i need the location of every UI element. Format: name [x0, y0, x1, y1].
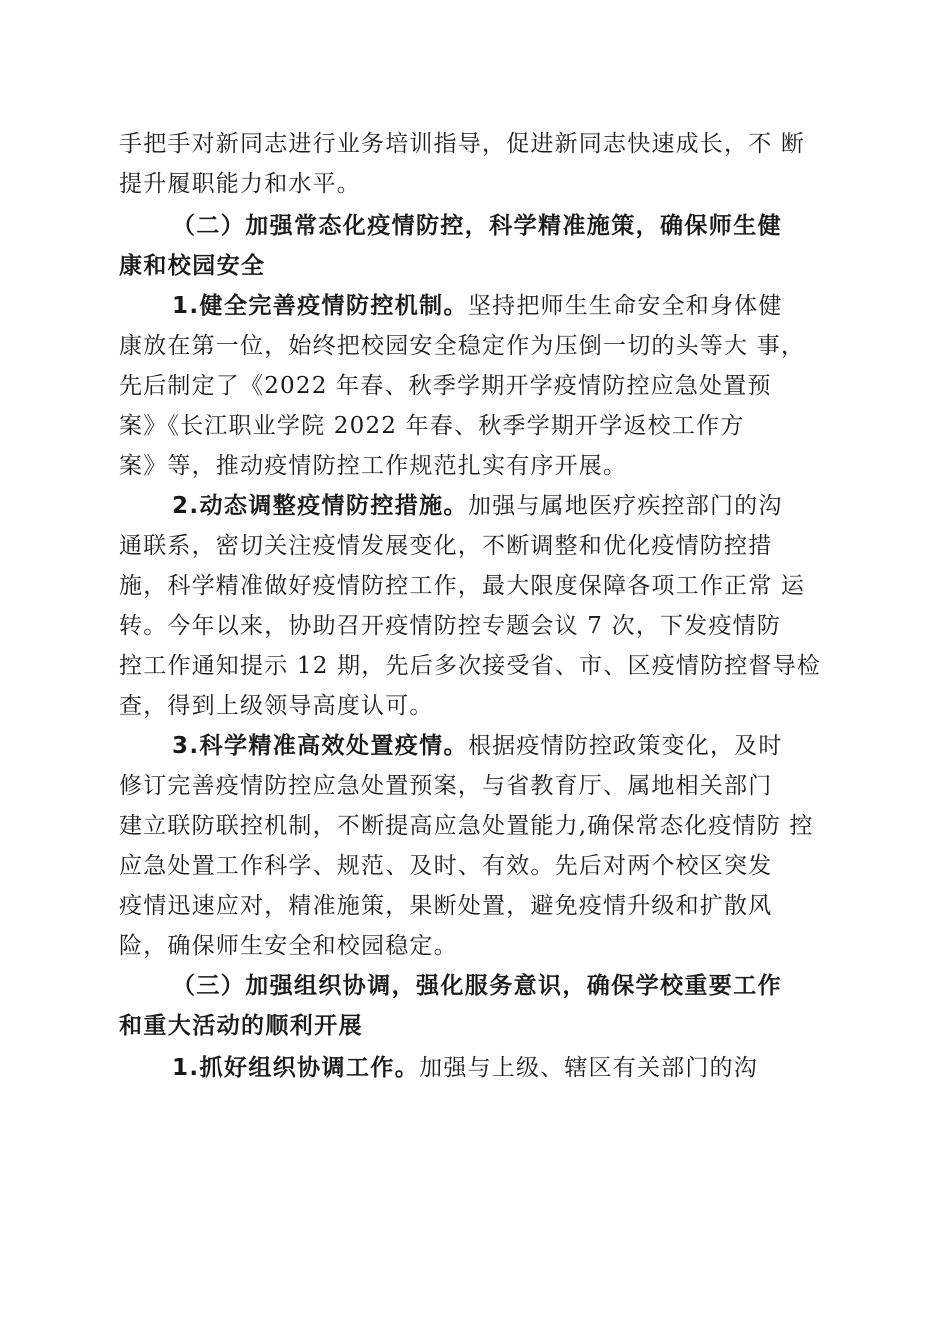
section-heading: （二）加强常态化疫情防控，科学精准施策，确保师生健 [172, 213, 782, 239]
paragraph-line: 修订完善疫情防控应急处置预案，与省教育厅、属地相关部门 [119, 773, 773, 799]
item-text: 坚持把师生生命安全和身体健 [467, 293, 783, 319]
paragraph-line: 康放在第一位，始终把校园安全稳定作为压倒一切的头等大 事， [119, 333, 806, 359]
paragraph-line: 转。今年以来，协助召开疫情防控专题会议 7 次，下发疫情防 [119, 613, 782, 639]
item-text: 根据疫情防控政策变化，及时 [467, 733, 783, 759]
paragraph-line: 案》等，推动疫情防控工作规范扎实有序开展。 [119, 453, 628, 479]
paragraph-line: 手把手对新同志进行业务培训指导，促进新同志快速成长，不 断 [119, 131, 806, 157]
paragraph-line: 疫情迅速应对，精准施策，果断处置，避免疫情升级和扩散风 [119, 893, 773, 919]
paragraph-line: 先后制定了《2022 年春、秋季学期开学疫情防控应急处置预 [119, 373, 772, 399]
paragraph-line: 险，确保师生安全和校园稳定。 [119, 933, 458, 959]
item-text: 加强与上级、辖区有关部门的沟 [419, 1055, 758, 1081]
paragraph-line: 建立联防联控机制，不断提高应急处置能力,确保常态化疫情防 控 [119, 813, 814, 839]
paragraph-line: 案》《长江职业学院 2022 年春、秋季学期开学返校工作方 [119, 413, 745, 439]
paragraph-line: 施，科学精准做好疫情防控工作，最大限度保障各项工作正常 运 [119, 573, 806, 599]
item-lead: 2.动态调整疫情防控措施。 [172, 493, 468, 519]
paragraph-line: 查，得到上级领导高度认可。 [119, 693, 434, 719]
item-text: 加强与属地医疗疾控部门的沟 [467, 493, 783, 519]
paragraph-line [172, 490, 783, 522]
item-lead: 3.科学精准高效处置疫情。 [172, 733, 468, 759]
paragraph-line: 应急处置工作科学、规范、及时、有效。先后对两个校区突发 [119, 853, 773, 879]
item-lead: 1.健全完善疫情防控机制。 [172, 293, 468, 319]
paragraph-line [172, 290, 783, 322]
section-heading: 康和校园安全 [119, 253, 266, 279]
section-heading: （三）加强组织协调，强化服务意识，确保学校重要工作 [172, 973, 782, 999]
paragraph-line: 提升履职能力和水平。 [119, 171, 361, 197]
paragraph-line: 通联系，密切关注疫情发展变化，不断调整和优化疫情防控措 [119, 533, 773, 559]
paragraph-line [172, 730, 783, 762]
section-heading: 和重大活动的顺利开展 [119, 1013, 363, 1039]
paragraph-line [172, 1052, 758, 1084]
paragraph-line: 控工作通知提示 12 期，先后多次接受省、市、区疫情防控督导检 [119, 653, 822, 679]
item-lead: 1.抓好组织协调工作。 [172, 1055, 420, 1081]
